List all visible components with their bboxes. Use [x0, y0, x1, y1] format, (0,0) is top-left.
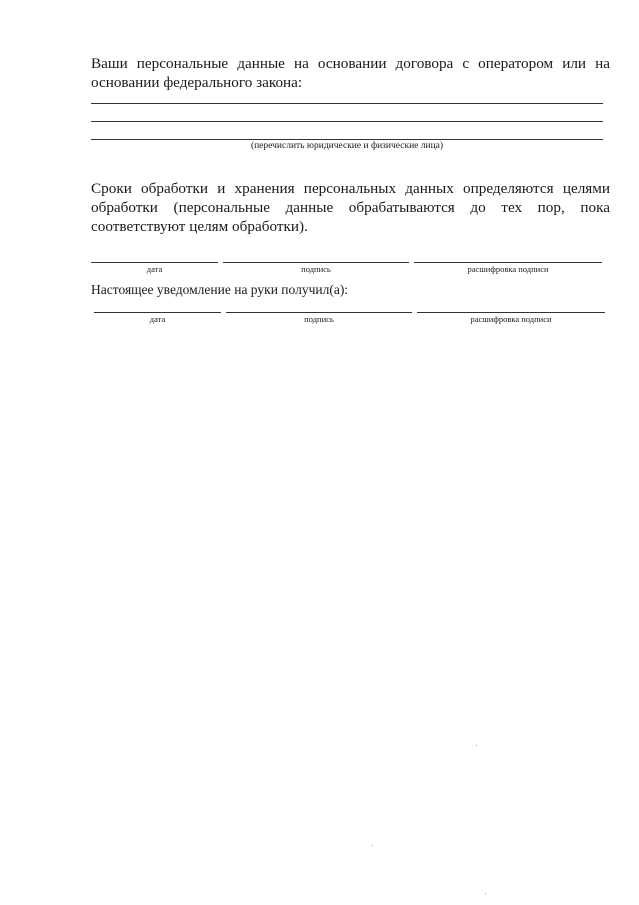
scan-speck [485, 893, 486, 894]
signature-line [223, 262, 409, 263]
entities-caption: (перечислить юридические и физические лица) [250, 141, 444, 151]
paragraph-line: соответствуют целям обработки). [91, 218, 308, 235]
decryption-line [417, 312, 605, 313]
scan-speck [372, 845, 373, 846]
signature-caption: подпись [304, 314, 334, 324]
entities-fill-line-1 [91, 103, 603, 104]
personal-data-basis-paragraph [91, 54, 610, 92]
decryption-caption: расшифровка подписи [467, 264, 549, 274]
entities-fill-line-3 [91, 139, 603, 140]
receipt-statement: Настоящее уведомление на руки получил(а): [91, 282, 349, 297]
scan-speck [476, 745, 477, 746]
date-caption: дата [146, 264, 163, 274]
date-caption: дата [149, 314, 166, 324]
entities-fill-line-2 [91, 121, 603, 122]
signature-caption: подпись [301, 264, 331, 274]
paragraph-line: Ваши персональные данные на основании договора с оператором или на [91, 55, 610, 72]
decryption-line [414, 262, 602, 263]
paragraph-line: обработки (персональные данные обрабатываются до тех пор, пока [91, 199, 610, 216]
signature-line [226, 312, 412, 313]
date-line [94, 312, 221, 313]
paragraph-line: Сроки обработки и хранения персональных данных определяются целями [91, 180, 610, 197]
date-line [91, 262, 218, 263]
decryption-caption: расшифровка подписи [470, 314, 552, 324]
processing-terms-paragraph [91, 179, 610, 236]
paragraph-line: основании федерального закона: [91, 74, 303, 91]
